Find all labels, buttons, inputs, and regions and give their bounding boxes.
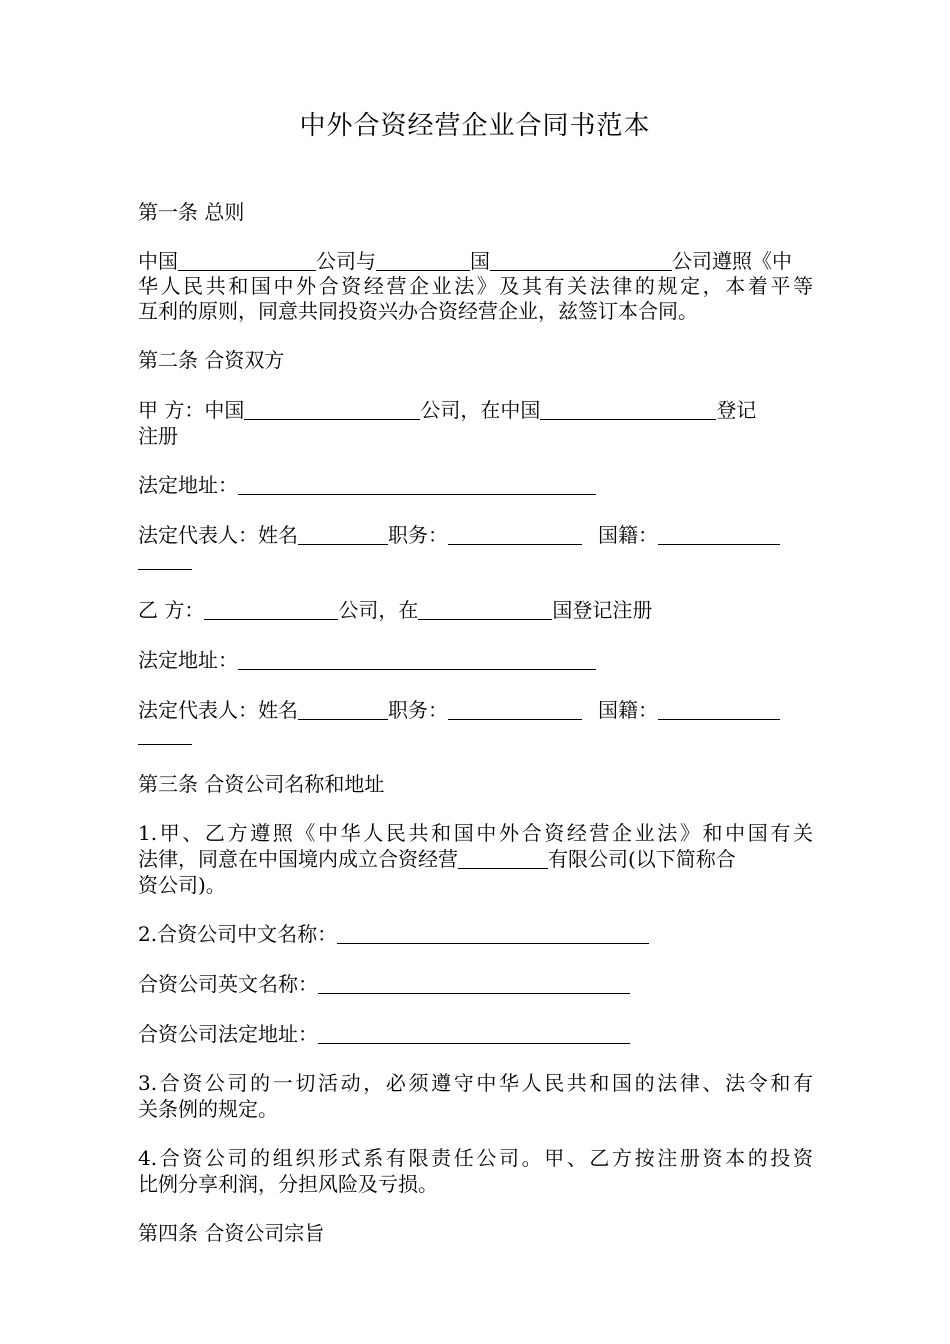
text-party-a: 甲 方：中国 (138, 398, 245, 422)
jv-chinese-name (138, 921, 649, 947)
blank-field[interactable] (298, 524, 388, 545)
text-country: 国 (470, 249, 490, 273)
text-country-register: 国登记注册 (552, 598, 653, 622)
text-company-in-china: 公司，在中国 (420, 398, 541, 422)
label-rep-name: 法定代表人：姓名 (138, 698, 298, 722)
article-3-p1-line-3: 资公司)。 (138, 873, 226, 897)
label-legal-address: 法定地址： (138, 648, 238, 672)
label-chinese-name: 2.合资公司中文名称： (138, 922, 338, 946)
article-2-heading: 第二条 合资双方 (138, 348, 285, 372)
blank-field[interactable] (418, 599, 552, 620)
document-title: 中外合资经营企业合同书范本 (299, 111, 651, 141)
article-3-p1-line-1 (138, 820, 813, 846)
party-b-rep-continued (138, 722, 192, 748)
party-a-address (138, 472, 596, 498)
article-3-p3-line-1 (138, 1070, 813, 1096)
label-duty: 职务： (388, 698, 448, 722)
blank-field[interactable] (178, 250, 316, 271)
paragraph-text: 1.甲、乙方遵照《中华人民共和国中外合资经营企业法》和中国有关 (138, 821, 813, 845)
paragraph-text: 3.合资公司的一切活动，必须遵守中华人民共和国的法律、法令和有 (138, 1071, 813, 1095)
blank-field[interactable] (138, 724, 192, 745)
label-jv-legal-address: 合资公司法定地址： (138, 1022, 318, 1046)
blank-field[interactable] (490, 250, 672, 271)
blank-field[interactable] (238, 649, 596, 670)
article-3-p3-line-2: 关条例的规定。 (138, 1097, 278, 1121)
blank-field[interactable] (318, 973, 630, 994)
label-english-name: 合资公司英文名称： (138, 972, 318, 996)
label-legal-address: 法定地址： (138, 473, 238, 497)
article-1-line-1 (138, 248, 792, 274)
blank-field[interactable] (298, 699, 388, 720)
article-3-p4-line-2: 比例分享利润，分担风险及亏损。 (138, 1172, 438, 1196)
article-3-p1-line-2 (138, 846, 736, 872)
label-duty: 职务： (388, 523, 448, 547)
party-a-line-1 (138, 397, 756, 423)
jv-legal-address (138, 1021, 630, 1047)
blank-field[interactable] (204, 599, 338, 620)
text-party-b: 乙 方： (138, 598, 205, 622)
article-1-heading: 第一条 总则 (138, 200, 245, 224)
blank-field[interactable] (376, 250, 470, 271)
blank-field[interactable] (540, 399, 716, 420)
party-a-representative (138, 522, 780, 548)
party-b-line-1 (138, 597, 652, 623)
text-limited-company: 有限公司(以下简称合 (548, 847, 736, 871)
text-register: 登记 (716, 398, 757, 422)
blank-field[interactable] (448, 699, 582, 720)
label-nationality: 国籍： (598, 698, 658, 722)
blank-field[interactable] (238, 474, 596, 495)
party-b-address (138, 647, 596, 673)
article-3-p4-line-1 (138, 1145, 813, 1171)
blank-field[interactable] (658, 524, 780, 545)
blank-field[interactable] (244, 399, 420, 420)
party-b-representative (138, 697, 780, 723)
jv-english-name (138, 971, 630, 997)
label-nationality: 国籍： (598, 523, 658, 547)
text-company-with: 公司与 (316, 249, 376, 273)
label-rep-name: 法定代表人：姓名 (138, 523, 298, 547)
blank-field[interactable] (138, 549, 192, 570)
party-a-rep-continued (138, 547, 192, 573)
text-company-comply: 公司遵照《中 (672, 249, 792, 273)
blank-field[interactable] (658, 699, 780, 720)
text-establish-jv: 法律，同意在中国境内成立合资经营 (138, 847, 458, 871)
article-1-line-2 (138, 273, 813, 299)
blank-field[interactable] (337, 923, 649, 944)
blank-field[interactable] (318, 1023, 630, 1044)
text-china: 中国 (138, 249, 178, 273)
party-a-line-2: 注册 (138, 424, 178, 448)
text-company-in: 公司，在 (338, 598, 419, 622)
blank-field[interactable] (458, 848, 548, 869)
article-3-heading: 第三条 合资公司名称和地址 (138, 772, 385, 796)
paragraph-text: 华人民共和国中外合资经营企业法》及其有关法律的规定，本着平等 (138, 274, 813, 298)
article-4-heading: 第四条 合资公司宗旨 (138, 1221, 325, 1245)
article-1-line-3: 互利的原则，同意共同投资兴办合资经营企业，兹签订本合同。 (138, 299, 698, 323)
paragraph-text: 4.合资公司的组织形式系有限责任公司。甲、乙方按注册资本的投资 (138, 1146, 813, 1170)
blank-field[interactable] (448, 524, 582, 545)
